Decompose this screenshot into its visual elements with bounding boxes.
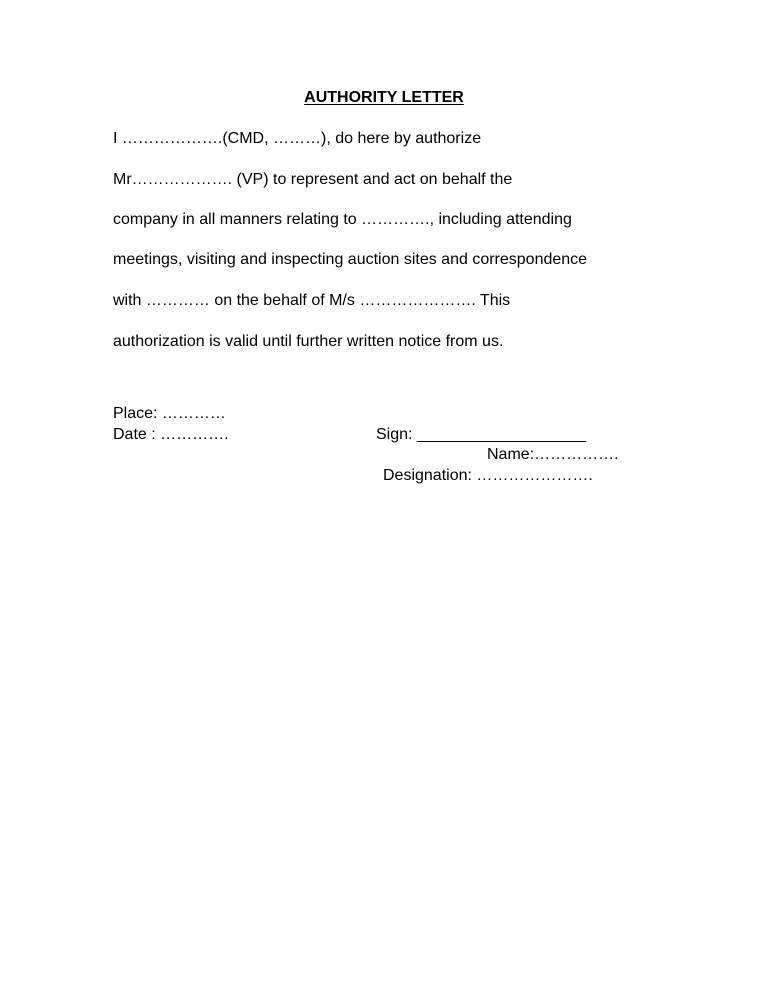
body-line-4: meetings, visiting and inspecting auction sites and correspondence [113, 251, 588, 268]
designation-field: Designation: …………………. [383, 467, 593, 484]
letter-title: AUTHORITY LETTER [304, 89, 464, 106]
name-field: Name:……………. [487, 446, 619, 463]
body-line-3: company in all manners relating to …………., including attending [113, 211, 572, 228]
body-line-6: authorization is valid until further written notice from us. [113, 333, 504, 350]
body-line-1: I ……………….(CMD, ………), do here by authorize [113, 130, 482, 147]
place-field: Place: ………… [113, 405, 226, 422]
body-line-2: Mr………………. (VP) to represent and act on behalf the [113, 171, 513, 188]
sign-field: Sign: ___________________ [376, 426, 586, 443]
body-line-5: with ………… on the behalf of M/s …………………. This [113, 292, 511, 309]
date-field: Date : …………. [113, 426, 229, 443]
